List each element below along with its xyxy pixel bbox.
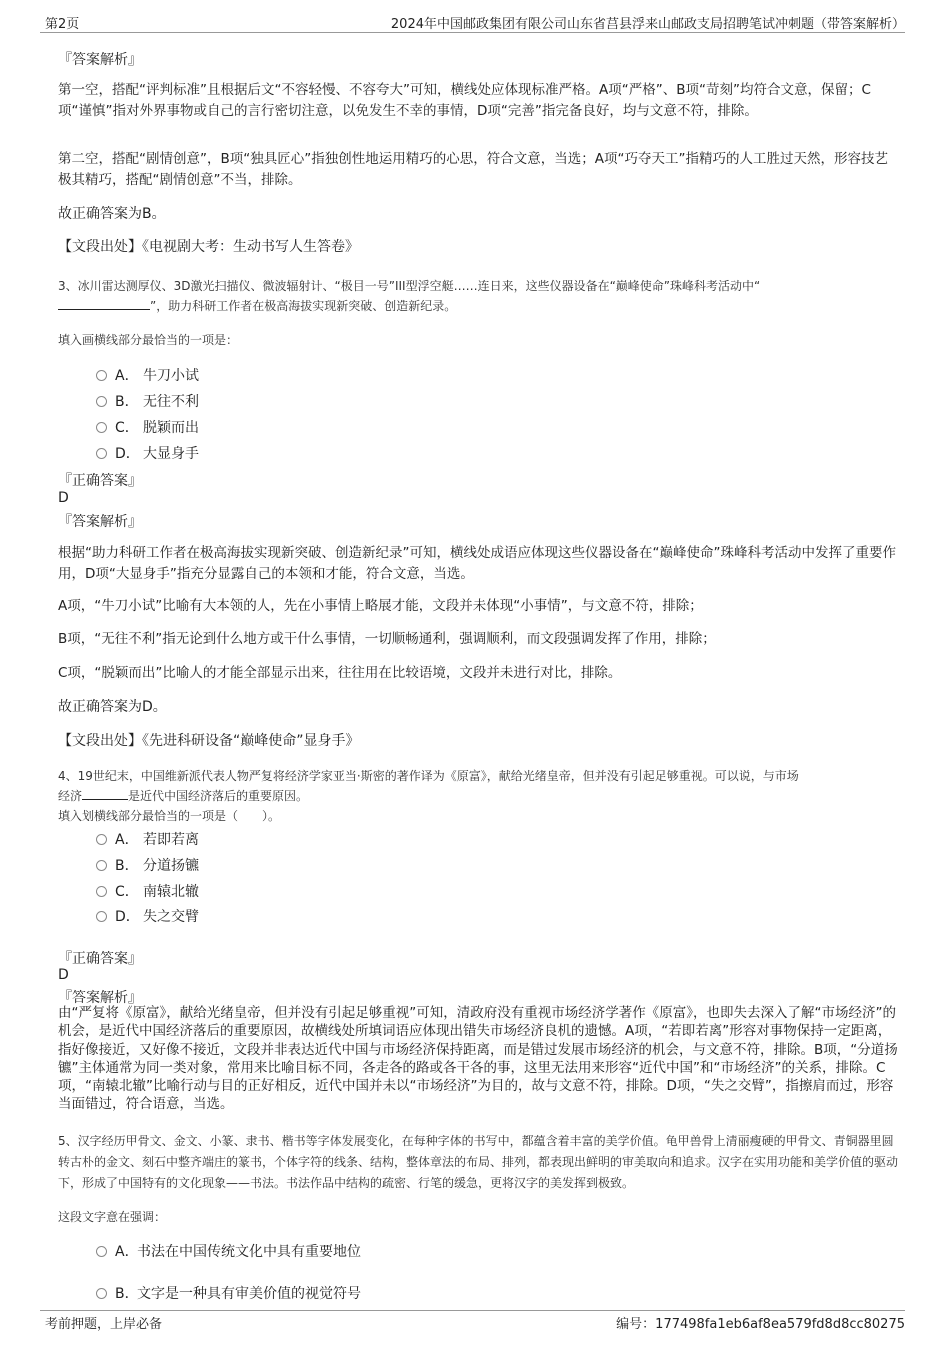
footer-serial: 编号：177498fa1eb6af8ea579fd8d8cc80275	[616, 1317, 905, 1332]
header-divider	[40, 32, 905, 33]
q3-analysis-para1: 根据“助力科研工作者在极高海拔实现新突破、创造新纪录”可知，横线处成语应体现这些仪器设备在“巅峰使命”珠峰科考活动中发挥了重要作用，D项“大显身手”指充分显露自己的本领和才能，符合文意，当选。	[58, 545, 896, 582]
q3-analysis-para-c: C项，“脱颖而出”比喻人的才能全部显示出来，往往用在比较语境，文段并未进行对比，排除。	[58, 665, 622, 681]
q4-analysis-label: 『答案解析』	[58, 990, 142, 1006]
radio-icon[interactable]	[96, 911, 107, 922]
q3-answer: D	[58, 490, 69, 506]
q3-stem	[58, 276, 898, 316]
q3-conclusion: 故正确答案为D。	[58, 699, 167, 715]
q2-analysis-para1: 第一空，搭配“评判标准”且根据后文“不容轻慢、不容夸大”可知，横线处应体现标准严格。A项“严格”、B项“苛刻”均符合文意，保留；C项“谨慎”指对外界事物或自己的言行密切注意，以免发生不幸的事情，D项“完善”指完备良好，均与文意不符，排除。	[58, 82, 871, 119]
q4-stem-line2: 经济 是近代中国经济落后的重要原因。	[58, 789, 309, 803]
page-number: 第2页	[45, 17, 80, 32]
q3-analysis-para-a: A项，“牛刀小试”比喻有大本领的人，先在小事情上略展才能，文段并未体现“小事情”，与文意不符，排除；	[58, 598, 703, 614]
q3-blank	[58, 297, 150, 310]
q4-option-c[interactable]: C． 南辕北辙	[96, 881, 199, 901]
q5-stem: 5、汉字经历甲骨文、金文、小篆、隶书、楷书等字体发展变化，在每种字体的书写中，都蕴含着丰富的美学价值。龟甲兽骨上清丽瘦硬的甲骨文、青铜器里圆转古朴的金文、刻石中整齐端庄的篆书，个体字符的线条、结构，整体章法的布局、排列，都表现出鲜明的审美取向和追求。汉字在实用功能和美学价值的驱动下，形成了中国特有的文化现象——书法。书法作品中结构的疏密、行笔的缓急，更将汉字的美发挥到极致。	[58, 1134, 899, 1190]
radio-icon[interactable]	[96, 860, 107, 871]
radio-icon[interactable]	[96, 422, 107, 433]
radio-icon[interactable]	[96, 886, 107, 897]
q3-option-d[interactable]: D． 大显身手	[96, 443, 199, 463]
q3-option-a[interactable]: A． 牛刀小试	[96, 365, 199, 385]
q3-option-b[interactable]: B． 无往不利	[96, 391, 199, 411]
q2-conclusion: 故正确答案为B。	[58, 206, 166, 222]
q4-option-b[interactable]: B． 分道扬镳	[96, 855, 199, 875]
q4-analysis: 由“严复将《原富》，献给光绪皇帝，但并没有引起足够重视”可知，清政府没有重视市场经济学著作《原富》，也即失去深入了解“市场经济”的机会，是近代中国经济落后的重要原因，故横线处所填词语应体现出错失市场经济良机的遗憾。A项，“若即若离”形容对事物保持一定距离，指好像接近，又好像不接近，文段并非表达近代中国与市场经济保持距离，而是错过发展市场经济的机会，与文意不符，排除。B项，“分道扬镳”主体通常为同一类对象，常用来比喻目标不同，各走各的路或各干各的事，这里无法用来形容“近代中国”和“市场经济”的关系，排除。C项，“南辕北辙”比喻行动与目的正好相反，近代中国并未以“市场经济”为目的，故与文意不符，排除。D项，“失之交臂”，指擦肩而过，形容当面错过，符合语意，当选。	[58, 1005, 898, 1113]
q5-option-b[interactable]: B． 文字是一种具有审美价值的视觉符号	[96, 1283, 361, 1303]
radio-icon[interactable]	[96, 370, 107, 381]
q3-option-c[interactable]: C． 脱颖而出	[96, 417, 199, 437]
q3-stem-line1: 3、冰川雷达测厚仪、3D激光扫描仪、微波辐射计、“极目一号”III型浮空艇……连日来，这些仪器设备在“巅峰使命”珠峰科考活动中“	[58, 279, 761, 293]
q4-answer: D	[58, 967, 69, 983]
q3-source: 【文段出处】《先进科研设备“巅峰使命”显身手》	[58, 733, 360, 749]
q3-answer-label: 『正确答案』	[58, 473, 142, 489]
q4-stem-line1: 4、19世纪末，中国维新派代表人物严复将经济学家亚当·斯密的著作译为《原富》，献给光绪皇帝，但并没有引起足够重视。可以说，与市场	[58, 769, 799, 783]
radio-icon[interactable]	[96, 1246, 107, 1257]
q4-blank	[82, 787, 128, 800]
footer-slogan: 考前押题，上岸必备	[45, 1317, 163, 1332]
q5-option-a[interactable]: A． 书法在中国传统文化中具有重要地位	[96, 1241, 361, 1261]
radio-icon[interactable]	[96, 396, 107, 407]
q4-stem	[58, 766, 898, 806]
q3-prompt: 填入画横线部分最恰当的一项是：	[58, 333, 239, 347]
radio-icon[interactable]	[96, 834, 107, 845]
q5-prompt: 这段文字意在强调：	[58, 1210, 167, 1224]
q4-prompt: 填入划横线部分最恰当的一项是（ ）。	[58, 809, 281, 823]
q4-answer-label: 『正确答案』	[58, 951, 142, 967]
q3-analysis-label: 『答案解析』	[58, 514, 142, 530]
q3-stem-line2	[58, 296, 898, 316]
footer-divider	[40, 1310, 905, 1311]
radio-icon[interactable]	[96, 448, 107, 459]
q3-analysis-para-b: B项，“无往不利”指无论到什么地方或干什么事情，一切顺畅通利，强调顺利，而文段强调发挥了作用，排除；	[58, 631, 716, 647]
q2-analysis-label: 『答案解析』	[58, 52, 142, 68]
q2-source: 【文段出处】《电视剧大考：生动书写人生答卷》	[58, 239, 359, 255]
q4-option-a[interactable]: A． 若即若离	[96, 829, 199, 849]
radio-icon[interactable]	[96, 1288, 107, 1299]
document-title: 2024年中国邮政集团有限公司山东省莒县浮来山邮政支局招聘笔试冲刺题（带答案解析）	[390, 17, 905, 32]
q4-option-d[interactable]: D． 失之交臂	[96, 906, 199, 926]
q2-analysis-para2: 第二空，搭配“剧情创意”，B项“独具匠心”指独创性地运用精巧的心思，符合文意，当选；A项“巧夺天工”指精巧的人工胜过天然，形容技艺极其精巧，搭配“剧情创意”不当，排除。	[58, 151, 888, 188]
q3-stem-line2-tail: ”，助力科研工作者在极高海拔实现新突破、创造新纪录。	[150, 299, 457, 313]
